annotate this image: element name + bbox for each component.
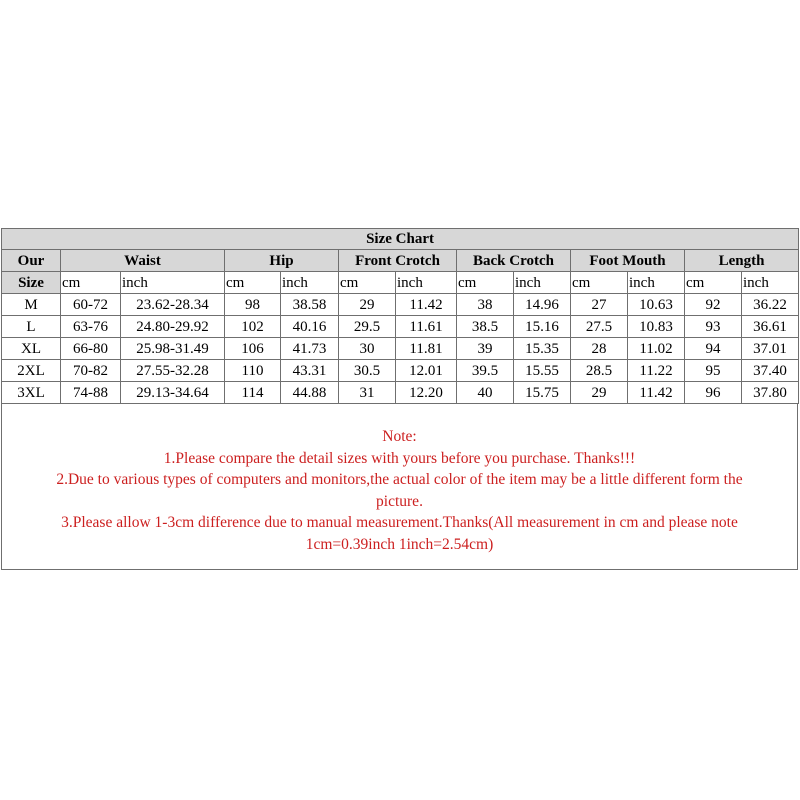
table-cell: 24.80-29.92 [121,316,225,338]
table-cell: 39.5 [457,360,514,382]
table-cell: 23.62-28.34 [121,294,225,316]
table-cell: 74-88 [61,382,121,404]
table-cell: 15.16 [514,316,571,338]
table-cell: 30.5 [339,360,396,382]
notes-heading: Note: [382,428,417,445]
table-cell: 93 [685,316,742,338]
table-cell: 106 [225,338,281,360]
table-cell: 10.63 [628,294,685,316]
size-cell: 2XL [2,360,61,382]
table-cell: 43.31 [281,360,339,382]
table-cell: 15.55 [514,360,571,382]
table-cell: 11.02 [628,338,685,360]
group-header-back-crotch: Back Crotch [457,250,571,272]
unit-cm-label: cm [457,272,514,294]
size-header: Our [2,250,61,272]
table-cell: 27.55-32.28 [121,360,225,382]
unit-cm-label: cm [571,272,628,294]
unit-inch-label: inch [121,272,225,294]
table-cell: 60-72 [61,294,121,316]
table-row [2,360,799,382]
unit-inch-label: inch [628,272,685,294]
table-cell: 36.61 [742,316,799,338]
table-cell: 63-76 [61,316,121,338]
group-header-length: Length [685,250,799,272]
table-cell: 29 [571,382,628,404]
table-cell: 14.96 [514,294,571,316]
note-line-1: 1.Please compare the detail sizes with yours before you purchase. Thanks!!! [163,449,636,467]
notes-block [2,426,797,555]
group-header-foot-mouth: Foot Mouth [571,250,685,272]
table-cell: 12.01 [396,360,457,382]
unit-inch-label: inch [281,272,339,294]
size-chart-table [1,228,799,404]
table-cell: 11.42 [396,294,457,316]
note-line-3: 3.Please allow 1-3cm difference due to manual measurement.Thanks(All measurement in cm and please note [61,514,738,531]
table-cell: 40 [457,382,514,404]
table-cell: 38.5 [457,316,514,338]
table-cell: 94 [685,338,742,360]
table-cell: 25.98-31.49 [121,338,225,360]
table-cell: 27.5 [571,316,628,338]
table-cell: 95 [685,360,742,382]
table-cell: 28 [571,338,628,360]
table-cell: 27 [571,294,628,316]
table-cell: 114 [225,382,281,404]
table-cell: 70-82 [61,360,121,382]
group-header-hip: Hip [225,250,339,272]
chart-title: Size Chart [2,229,799,250]
table-cell: 37.40 [742,360,799,382]
table-cell: 15.75 [514,382,571,404]
table-cell: 38 [457,294,514,316]
table-cell: 15.35 [514,338,571,360]
size-header-line2: Size [2,272,61,294]
table-cell: 40.16 [281,316,339,338]
size-chart-panel [1,228,798,570]
table-cell: 11.22 [628,360,685,382]
table-cell: 37.01 [742,338,799,360]
table-cell: 37.80 [742,382,799,404]
unit-cm-label: cm [225,272,281,294]
table-cell: 110 [225,360,281,382]
table-cell: 39 [457,338,514,360]
table-cell: 11.81 [396,338,457,360]
note-line-2-cont: picture. [376,492,423,510]
table-cell: 98 [225,294,281,316]
table-cell: 102 [225,316,281,338]
table-row [2,294,799,316]
table-cell: 29 [339,294,396,316]
unit-cm-label: cm [685,272,742,294]
table-cell: 11.61 [396,316,457,338]
size-cell: XL [2,338,61,360]
note-line-3-cont: 1cm=0.39inch 1inch=2.54cm) [305,535,494,553]
table-cell: 12.20 [396,382,457,404]
table-cell: 41.73 [281,338,339,360]
group-header-waist: Waist [61,250,225,272]
table-cell: 92 [685,294,742,316]
table-row [2,382,799,404]
table-cell: 29.13-34.64 [121,382,225,404]
note-line-2: 2.Due to various types of computers and monitors,the actual color of the item may be a little different form the [56,471,743,488]
table-cell: 96 [685,382,742,404]
table-cell: 66-80 [61,338,121,360]
table-cell: 11.42 [628,382,685,404]
unit-cm-label: cm [61,272,121,294]
table-cell: 30 [339,338,396,360]
size-cell: 3XL [2,382,61,404]
unit-cm-label: cm [339,272,396,294]
size-cell: L [2,316,61,338]
table-cell: 44.88 [281,382,339,404]
group-header-front-crotch: Front Crotch [339,250,457,272]
unit-inch-label: inch [742,272,799,294]
unit-inch-label: inch [396,272,457,294]
size-cell: M [2,294,61,316]
table-cell: 36.22 [742,294,799,316]
table-cell: 38.58 [281,294,339,316]
unit-inch-label: inch [514,272,571,294]
table-cell: 29.5 [339,316,396,338]
table-cell: 10.83 [628,316,685,338]
table-row [2,316,799,338]
table-cell: 28.5 [571,360,628,382]
table-row [2,338,799,360]
table-cell: 31 [339,382,396,404]
